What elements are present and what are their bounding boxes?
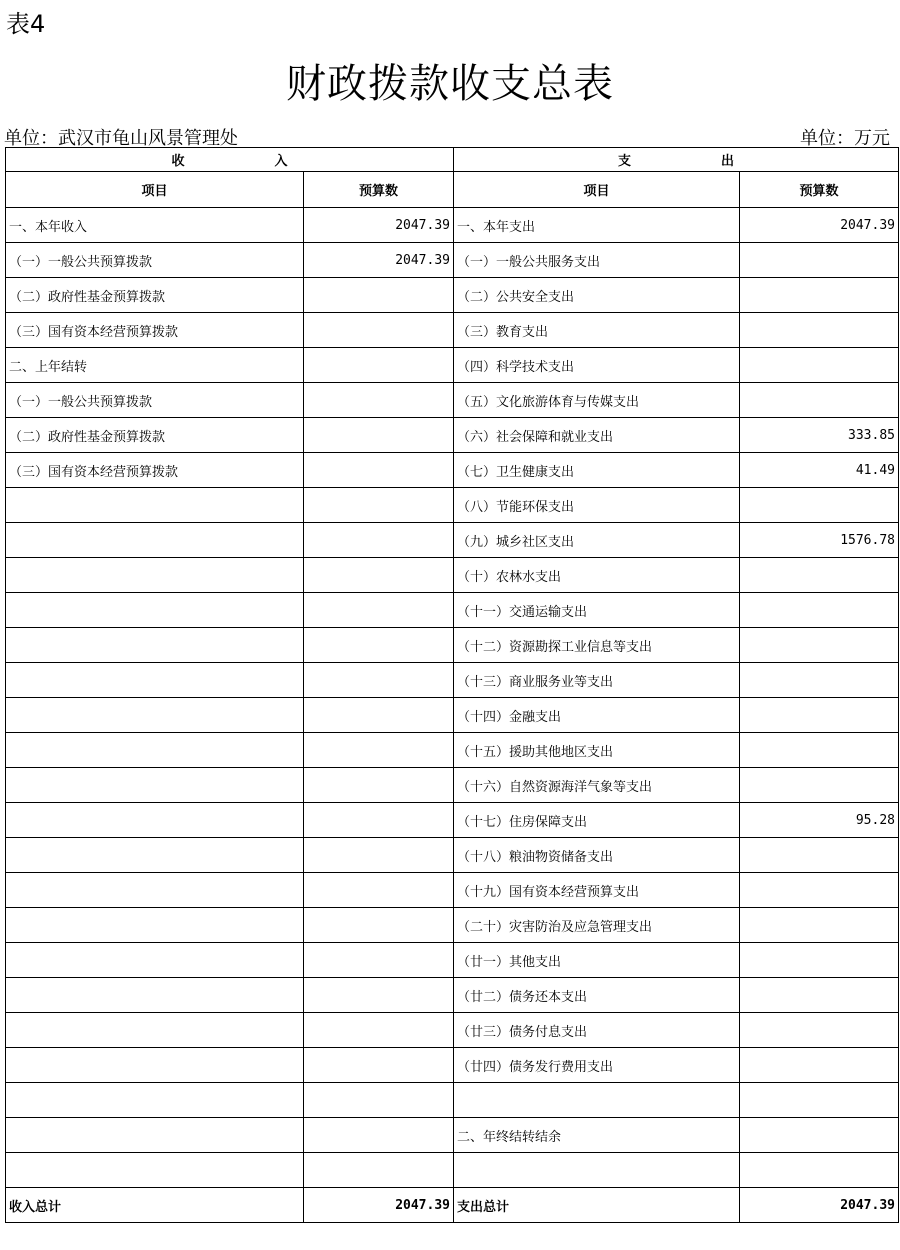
income-item-cell bbox=[6, 523, 304, 558]
table-row bbox=[6, 1013, 899, 1048]
table-row bbox=[6, 943, 899, 978]
income-item-cell bbox=[6, 558, 304, 593]
total-row bbox=[6, 1188, 899, 1223]
income-budget-cell bbox=[304, 313, 454, 348]
income-budget-cell bbox=[304, 348, 454, 383]
expense-budget-cell bbox=[740, 628, 899, 663]
income-item-cell: （一）一般公共预算拨款 bbox=[6, 383, 304, 418]
expense-item-cell: （八）节能环保支出 bbox=[454, 488, 740, 523]
table-row bbox=[6, 523, 899, 558]
expense-item-cell: （十八）粮油物资储备支出 bbox=[454, 838, 740, 873]
expense-budget-cell: 1576.78 bbox=[740, 523, 899, 558]
table-row bbox=[6, 348, 899, 383]
expense-budget-header: 预算数 bbox=[740, 172, 899, 208]
income-budget-cell bbox=[304, 383, 454, 418]
table-row bbox=[6, 698, 899, 733]
income-budget-cell bbox=[304, 803, 454, 838]
income-budget-cell bbox=[304, 768, 454, 803]
expense-item-cell: （四）科学技术支出 bbox=[454, 348, 740, 383]
table-row bbox=[6, 838, 899, 873]
expense-item-cell: （十六）自然资源海洋气象等支出 bbox=[454, 768, 740, 803]
expense-header-char1: 支 bbox=[617, 154, 631, 169]
income-header-char2: 入 bbox=[274, 154, 288, 169]
table-row bbox=[6, 488, 899, 523]
income-item-cell bbox=[6, 803, 304, 838]
expense-budget-cell bbox=[740, 733, 899, 768]
expense-item-cell: （九）城乡社区支出 bbox=[454, 523, 740, 558]
expense-item-cell: （十九）国有资本经营预算支出 bbox=[454, 873, 740, 908]
expense-item-cell: 一、本年支出 bbox=[454, 208, 740, 243]
expense-budget-cell bbox=[740, 348, 899, 383]
expense-item-cell: （十七）住房保障支出 bbox=[454, 803, 740, 838]
income-item-cell bbox=[6, 1153, 304, 1188]
income-item-cell bbox=[6, 628, 304, 663]
group-header-row bbox=[6, 148, 899, 172]
income-header-char1: 收 bbox=[171, 154, 185, 169]
expense-budget-cell bbox=[740, 243, 899, 278]
expense-group-header bbox=[454, 148, 899, 172]
income-item-cell: 一、本年收入 bbox=[6, 208, 304, 243]
expense-budget-cell: 333.85 bbox=[740, 418, 899, 453]
expense-budget-cell: 95.28 bbox=[740, 803, 899, 838]
expense-item-cell: （廿一）其他支出 bbox=[454, 943, 740, 978]
income-item-cell: （二）政府性基金预算拨款 bbox=[6, 418, 304, 453]
table-row bbox=[6, 908, 899, 943]
table-row bbox=[6, 1118, 899, 1153]
expense-header-char2: 出 bbox=[721, 154, 735, 169]
table-row bbox=[6, 313, 899, 348]
income-budget-cell bbox=[304, 593, 454, 628]
income-budget-cell bbox=[304, 1153, 454, 1188]
income-budget-header: 预算数 bbox=[304, 172, 454, 208]
income-group-header bbox=[6, 148, 454, 172]
table-row bbox=[6, 1048, 899, 1083]
expense-item-cell: （十四）金融支出 bbox=[454, 698, 740, 733]
expense-budget-cell bbox=[740, 1083, 899, 1118]
expense-item-cell: （廿三）债务付息支出 bbox=[454, 1013, 740, 1048]
income-item-cell bbox=[6, 593, 304, 628]
expense-budget-cell bbox=[740, 488, 899, 523]
expense-total-label: 支出总计 bbox=[454, 1188, 740, 1223]
expense-item-cell: （六）社会保障和就业支出 bbox=[454, 418, 740, 453]
table-row bbox=[6, 453, 899, 488]
table-row bbox=[6, 593, 899, 628]
expense-budget-cell: 2047.39 bbox=[740, 208, 899, 243]
table-number: 表4 bbox=[6, 10, 46, 38]
income-item-cell bbox=[6, 1083, 304, 1118]
expense-item-cell: （二十）灾害防治及应急管理支出 bbox=[454, 908, 740, 943]
expense-item-cell: 二、年终结转结余 bbox=[454, 1118, 740, 1153]
table-row bbox=[6, 873, 899, 908]
income-budget-cell bbox=[304, 453, 454, 488]
expense-item-cell: （十一）交通运输支出 bbox=[454, 593, 740, 628]
expense-item-cell: （十二）资源勘探工业信息等支出 bbox=[454, 628, 740, 663]
income-total-value: 2047.39 bbox=[304, 1188, 454, 1223]
expense-budget-cell bbox=[740, 313, 899, 348]
table-row bbox=[6, 733, 899, 768]
table-row bbox=[6, 978, 899, 1013]
expense-budget-cell bbox=[740, 908, 899, 943]
expense-item-cell bbox=[454, 1083, 740, 1118]
income-item-cell: （一）一般公共预算拨款 bbox=[6, 243, 304, 278]
expense-item-cell: （三）教育支出 bbox=[454, 313, 740, 348]
income-item-cell: （三）国有资本经营预算拨款 bbox=[6, 313, 304, 348]
income-budget-cell bbox=[304, 698, 454, 733]
income-budget-cell bbox=[304, 278, 454, 313]
expense-budget-cell bbox=[740, 1048, 899, 1083]
expense-budget-cell bbox=[740, 698, 899, 733]
table-row bbox=[6, 208, 899, 243]
expense-item-cell: （十三）商业服务业等支出 bbox=[454, 663, 740, 698]
table-row bbox=[6, 278, 899, 313]
income-item-header: 项目 bbox=[6, 172, 304, 208]
income-item-cell bbox=[6, 943, 304, 978]
expense-budget-cell bbox=[740, 838, 899, 873]
expense-item-cell: （十）农林水支出 bbox=[454, 558, 740, 593]
table-row bbox=[6, 243, 899, 278]
income-budget-cell bbox=[304, 1118, 454, 1153]
income-budget-cell: 2047.39 bbox=[304, 208, 454, 243]
page-title: 财政拨款收支总表 bbox=[286, 61, 614, 107]
expense-item-cell: （廿四）债务发行费用支出 bbox=[454, 1048, 740, 1083]
income-item-cell bbox=[6, 1048, 304, 1083]
budget-summary-table bbox=[5, 147, 899, 1223]
table-row bbox=[6, 803, 899, 838]
income-item-cell bbox=[6, 1013, 304, 1048]
unit-currency: 单位：万元 bbox=[800, 128, 890, 149]
income-budget-cell bbox=[304, 1048, 454, 1083]
expense-item-cell bbox=[454, 1153, 740, 1188]
income-item-cell bbox=[6, 768, 304, 803]
income-total-label: 收入总计 bbox=[6, 1188, 304, 1223]
table-row bbox=[6, 628, 899, 663]
expense-item-cell: （二）公共安全支出 bbox=[454, 278, 740, 313]
income-item-cell bbox=[6, 838, 304, 873]
expense-budget-cell bbox=[740, 873, 899, 908]
income-budget-cell bbox=[304, 978, 454, 1013]
income-budget-cell bbox=[304, 733, 454, 768]
expense-budget-cell bbox=[740, 558, 899, 593]
income-budget-cell bbox=[304, 628, 454, 663]
expense-budget-cell bbox=[740, 1013, 899, 1048]
expense-budget-cell bbox=[740, 943, 899, 978]
expense-budget-cell: 41.49 bbox=[740, 453, 899, 488]
income-item-cell: 二、上年结转 bbox=[6, 348, 304, 383]
income-item-cell bbox=[6, 733, 304, 768]
income-budget-cell: 2047.39 bbox=[304, 243, 454, 278]
income-budget-cell bbox=[304, 908, 454, 943]
expense-total-value: 2047.39 bbox=[740, 1188, 899, 1223]
expense-item-header: 项目 bbox=[454, 172, 740, 208]
income-budget-cell bbox=[304, 838, 454, 873]
income-budget-cell bbox=[304, 1013, 454, 1048]
income-budget-cell bbox=[304, 488, 454, 523]
income-budget-cell bbox=[304, 558, 454, 593]
income-budget-cell bbox=[304, 418, 454, 453]
expense-budget-cell bbox=[740, 1153, 899, 1188]
income-item-cell bbox=[6, 1118, 304, 1153]
income-item-cell bbox=[6, 698, 304, 733]
expense-budget-cell bbox=[740, 278, 899, 313]
expense-budget-cell bbox=[740, 593, 899, 628]
table-row bbox=[6, 383, 899, 418]
expense-item-cell: （五）文化旅游体育与传媒支出 bbox=[454, 383, 740, 418]
unit-organization: 单位：武汉市龟山风景管理处 bbox=[4, 128, 238, 149]
table-row bbox=[6, 558, 899, 593]
expense-item-cell: （七）卫生健康支出 bbox=[454, 453, 740, 488]
income-item-cell bbox=[6, 908, 304, 943]
income-item-cell: （三）国有资本经营预算拨款 bbox=[6, 453, 304, 488]
income-budget-cell bbox=[304, 1083, 454, 1118]
expense-budget-cell bbox=[740, 1118, 899, 1153]
table-row bbox=[6, 663, 899, 698]
expense-budget-cell bbox=[740, 663, 899, 698]
expense-budget-cell bbox=[740, 768, 899, 803]
income-item-cell bbox=[6, 663, 304, 698]
income-item-cell bbox=[6, 873, 304, 908]
expense-item-cell: （廿二）债务还本支出 bbox=[454, 978, 740, 1013]
income-budget-cell bbox=[304, 943, 454, 978]
income-budget-cell bbox=[304, 873, 454, 908]
income-budget-cell bbox=[304, 663, 454, 698]
expense-item-cell: （一）一般公共服务支出 bbox=[454, 243, 740, 278]
table-row bbox=[6, 418, 899, 453]
expense-item-cell: （十五）援助其他地区支出 bbox=[454, 733, 740, 768]
table-row bbox=[6, 1083, 899, 1118]
income-budget-cell bbox=[304, 523, 454, 558]
expense-budget-cell bbox=[740, 383, 899, 418]
expense-budget-cell bbox=[740, 978, 899, 1013]
column-header-row bbox=[6, 172, 899, 208]
income-item-cell bbox=[6, 488, 304, 523]
income-item-cell: （二）政府性基金预算拨款 bbox=[6, 278, 304, 313]
income-item-cell bbox=[6, 978, 304, 1013]
table-row bbox=[6, 1153, 899, 1188]
table-row bbox=[6, 768, 899, 803]
